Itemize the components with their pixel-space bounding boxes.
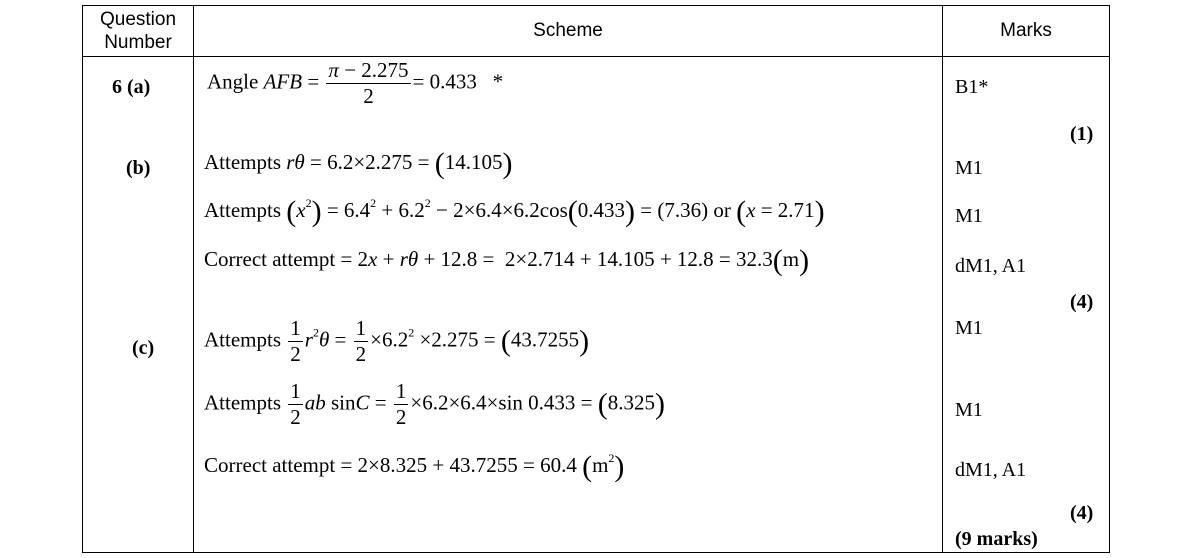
table-bottom-border	[82, 552, 1110, 553]
mark-6c-line3: dM1, A1	[955, 459, 1027, 481]
question-6b-label: (b)	[126, 157, 151, 179]
fraction-one-half-b: $\frac{1}{2}$	[355, 316, 367, 366]
subtotal-6b: (4)	[1070, 291, 1094, 313]
scheme-6a-prefix: Angle	[207, 69, 264, 94]
fraction-one-half-d: $\frac{1}{2}$	[395, 379, 407, 429]
scheme-6c-line1: Attempts $\frac{1}{2}$ $r^2\theta$ = $\frac{1}{2}$ $\times 6.2^2 \times 2.275 = (43.7255)$	[204, 316, 590, 366]
scheme-6c-line2-prefix: Attempts	[204, 390, 281, 415]
column-divider-1	[193, 5, 194, 553]
subtotal-6a: (1)	[1070, 123, 1094, 145]
scheme-6c-line2: Attempts $\frac{1}{2}$ ab sinC = $\frac{1}{2}$ ×6.2×6.4×sin 0.433 = (8.325)	[204, 379, 666, 429]
scheme-6b-line3: Correct attempt = 2x + rθ + 12.8 = 2×2.714 + 14.105 + 12.8 = 32.3(m)	[204, 244, 810, 277]
mark-6a: B1*	[955, 76, 989, 98]
mark-6b-line3: dM1, A1	[955, 255, 1027, 277]
scheme-6c-line3: Correct attempt = 2×8.325 + 43.7255 = 60.4 $(m^2)$	[204, 450, 625, 483]
scheme-6b-line1: Attempts rθ = 6.2×2.275 = (14.105)	[204, 147, 513, 180]
table-right-border	[1109, 5, 1110, 553]
header-question-number: Question Number	[99, 9, 177, 53]
scheme-6b-line2-or: or	[713, 198, 731, 222]
fraction-pi-minus-2275-over-2: $\frac{\pi - 2.275}{2}$	[328, 58, 409, 108]
mark-6c-line1: M1	[955, 317, 983, 339]
scheme-6b-line2-prefix: Attempts	[204, 198, 281, 222]
header-scheme: Scheme	[533, 20, 603, 41]
mark-6c-line2: M1	[955, 399, 983, 421]
header-marks: Marks	[1000, 20, 1052, 41]
total-marks: (9 marks)	[955, 528, 1038, 550]
scheme-6b-line1-prefix: Attempts	[204, 150, 281, 174]
question-6a-label: 6 (a)	[112, 76, 151, 98]
fraction-one-half-a: $\frac{1}{2}$	[290, 316, 301, 366]
table-left-border	[82, 5, 83, 553]
header-bottom-border	[82, 56, 1110, 57]
column-divider-2	[942, 5, 943, 553]
scheme-6b-line2: Attempts $(x^2) = 6.4^2 + 6.2^2 - 2\times 6.4\times 6.2\cos(0.433) = (7.36)$ or (x = 2.71)	[204, 195, 825, 228]
mark-6b-line2: M1	[955, 205, 983, 227]
question-6c-label: (c)	[132, 337, 155, 359]
mark-6b-line1: M1	[955, 157, 983, 179]
fraction-one-half-c: $\frac{1}{2}$	[290, 379, 301, 429]
subtotal-6c: (4)	[1070, 502, 1094, 524]
scheme-6a-line: Angle AFB = $\frac{\pi - 2.275}{2}$ = 0.433 *	[207, 58, 504, 108]
scheme-6b-line3-prefix: Correct attempt =	[204, 247, 353, 271]
scheme-6c-line3-prefix: Correct attempt =	[204, 453, 353, 477]
table-top-border	[82, 5, 1110, 6]
scheme-6c-line1-prefix: Attempts	[204, 327, 281, 352]
